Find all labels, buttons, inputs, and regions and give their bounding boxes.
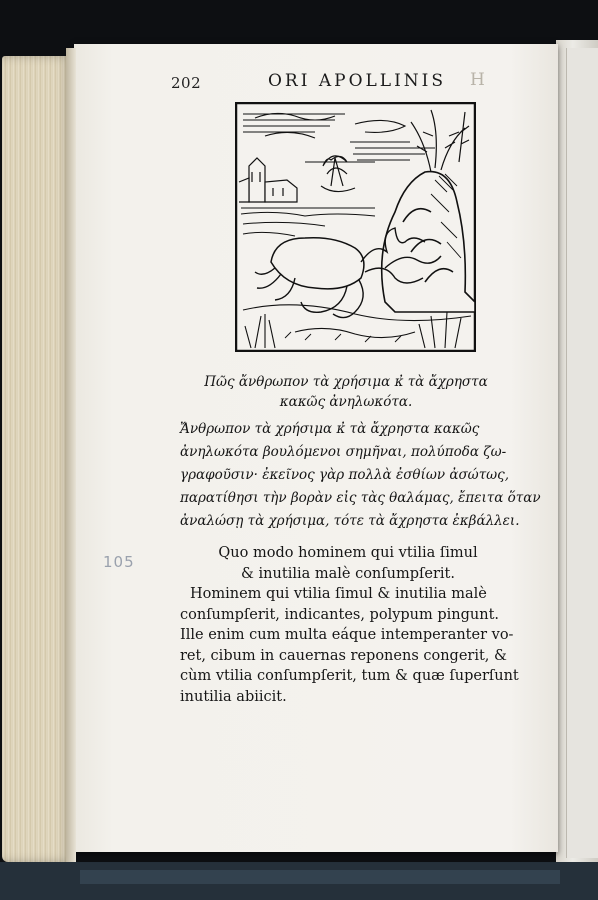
page-stack-edges — [2, 56, 72, 862]
greek-caption-line: κακῶς ἀνηλωκότα. — [279, 394, 413, 410]
latin-text-line: Hominem qui vtilia ſimul & inutilia malè — [190, 586, 487, 602]
greek-text-line: Ἄνθρωπον τὰ χρήσιμα κ̓ τὰ ἄχρηστα κακῶς — [180, 421, 480, 437]
running-head: ORI APOLLINIS — [268, 71, 447, 91]
greek-caption-line: Πῶς ἄνθρωπον τὰ χρήσιμα κ̓ τὰ ἄχρηστα — [204, 374, 488, 390]
page-gutter — [66, 48, 76, 862]
latin-text-line: Ille enim cum multa eáque intemperanter vo- — [180, 627, 514, 643]
page-number: 202 — [171, 74, 202, 92]
latin-text-line: inutilia abiicit. — [180, 688, 287, 705]
book-stand — [0, 862, 598, 900]
greek-text — [180, 418, 541, 533]
latin-text-line: cùm vtilia conſumpſerit, tum & quæ ſuperſunt — [180, 668, 519, 684]
woodcut-polyp-seashore-icon — [235, 102, 476, 352]
greek-text-line: γραφοῦσιν· ἐκεῖνος γὰρ πολλὰ ἐσθίων ἀσώτως, — [180, 467, 510, 483]
greek-caption — [150, 372, 542, 412]
show-through-letter: H — [470, 70, 487, 90]
latin-text — [180, 543, 540, 707]
latin-title-line: Quo modo hominem qui vtilia ſimul — [218, 545, 478, 561]
pencil-margin-note: 105 — [103, 553, 135, 571]
greek-text-line: ἀνηλωκότα βουλόμενοι σημῆναι, πολύποδα ζω- — [180, 444, 507, 460]
latin-title-line: & inutilia malè conſumpſerit. — [241, 565, 455, 582]
latin-text-line: ret, cibum in cauernas reponens congerit, & — [180, 647, 507, 664]
greek-text-line: ἀναλώσῃ τὰ χρήσιμα, τότε τὰ ἄχρηστα ἐκβάλλει. — [180, 513, 520, 529]
facing-page — [566, 48, 598, 858]
greek-text-line: παρατίθησι τὴν βορὰν εἰς τὰς θαλάμας, ἔπειτα ὅταν — [180, 490, 541, 506]
latin-text-line: conſumpſerit, indicantes, polypum pingunt. — [180, 606, 500, 623]
